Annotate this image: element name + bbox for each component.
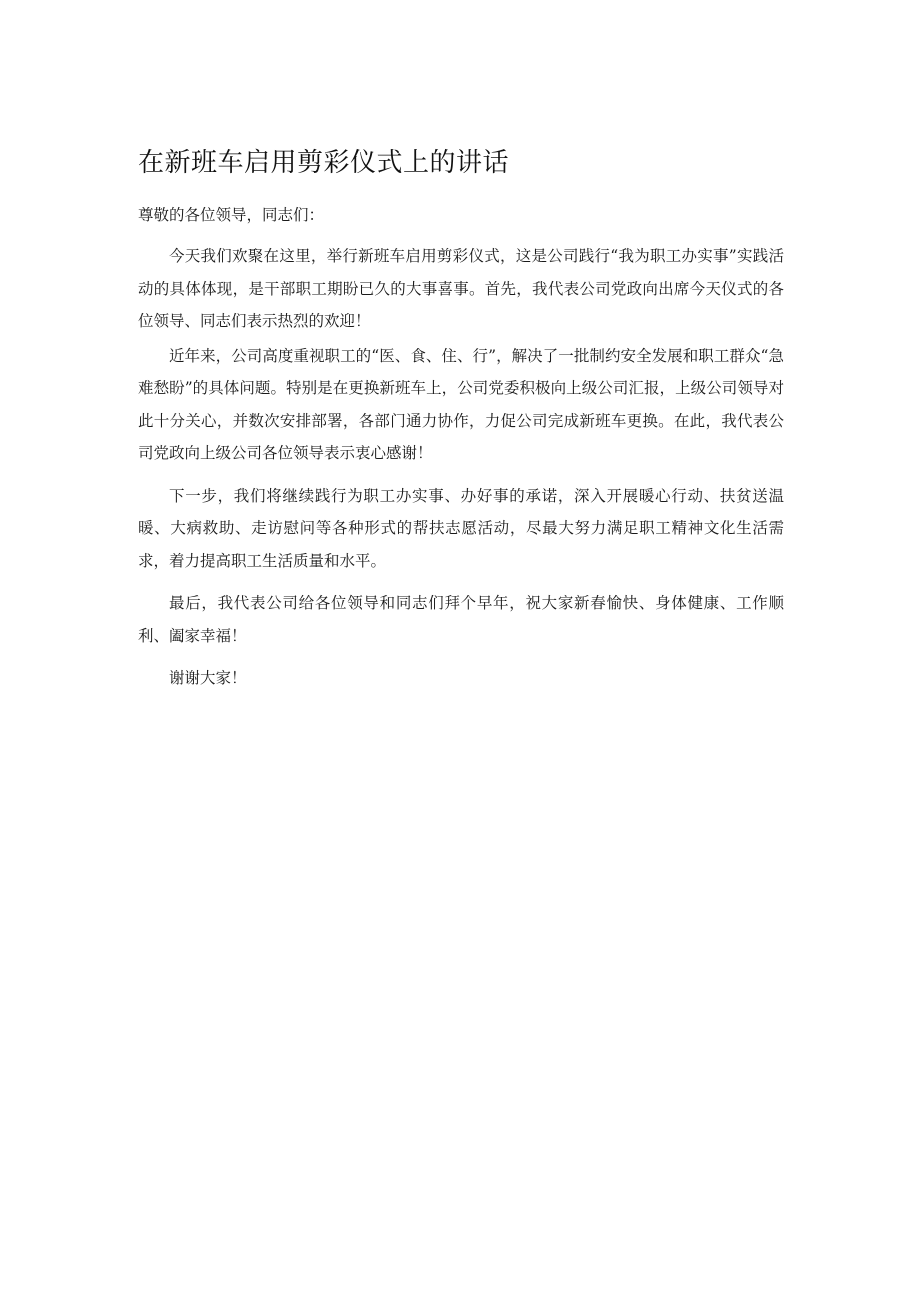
paragraph-next-steps: 下一步，我们将继续践行为职工办实事、办好事的承诺，深入开展暖心行动、扶贫送温暖、大病救助、走访慰问等各种形式的帮扶志愿活动，尽最大努力满足职工精神文化生活需求，着力提高职工生活质量和水平。 — [138, 486, 784, 570]
paragraph-background: 近年来，公司高度重视职工的“医、食、住、行”，解决了一批制约安全发展和职工群众“急难愁盼”的具体问题。特别是在更换新班车上，公司党委积极向上级公司汇报，上级公司领导对此十分关心，并数次安排部署，各部门通力协作，力促公司完成新班车更换。在此，我代表公司党政向上级公司各位领导表示衷心感谢！ — [138, 346, 784, 462]
closing-remark: 谢谢大家！ — [169, 669, 247, 687]
document-title: 在新班车启用剪彩仪式上的讲话 — [138, 148, 510, 178]
salutation: 尊敬的各位领导，同志们： — [138, 206, 325, 224]
paragraph-welcome: 今天我们欢聚在这里，举行新班车启用剪彩仪式，这是公司践行“我为职工办实事”实践活动的具体体现，是干部职工期盼已久的大事喜事。首先，我代表公司党政向出席今天仪式的各位领导、同志们表示热烈的欢迎！ — [138, 247, 784, 330]
document-body — [138, 141, 784, 695]
paragraph-greetings: 最后，我代表公司给各位领导和同志们拜个早年，祝大家新春愉快、身体健康、工作顺利、阖家幸福！ — [138, 594, 784, 645]
